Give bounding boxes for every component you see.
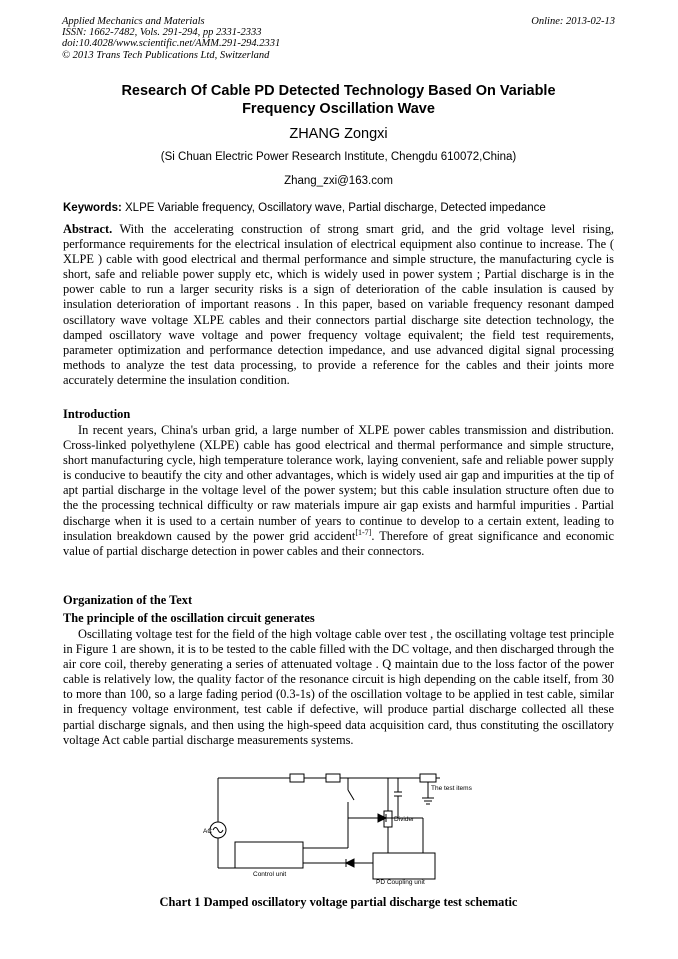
test-item-box	[420, 774, 436, 782]
figure-caption: Chart 1 Damped oscillatory voltage partial discharge test schematic	[159, 895, 518, 909]
copyright-line: © 2013 Trans Tech Publications Ltd, Switzerland	[62, 49, 270, 61]
control-unit-label: Control unit	[253, 871, 287, 878]
pd-coupling-box	[373, 853, 435, 879]
pd-coupling-label: PD Coupling unit	[376, 879, 425, 886]
citation: [1-7]	[355, 527, 372, 537]
divider-label: Divider	[394, 816, 415, 823]
author-name: ZHANG Zongxi	[289, 126, 388, 142]
circuit-schematic	[198, 768, 483, 890]
abstract-text: With the accelerating construction of strong smart grid, and the grid voltage level rising, performance requirements for the electrical insulation of electrical equipment also continue to increase. The ( XLPE ) cable with good electrical and thermal performance and simple structure, the manufacturing cycle is short, safe and reliable power supply etc, which is widely used in power system ; Partial discharge is in the power cable to run a larger security risks is a sign of deterioration of the cable insulation is caused by insulation deterioration of important reasons . In this paper, based on variable frequency resonant damped oscillatory wave voltage XLPE cables and their connectors partial discharge site detection technology, the damped oscillatory wave voltage and power frequency voltage equivalent; the field test requirements, parameter optimization and performance detection impedance, and use advanced digital signal processing methods to analyze the test data processing, to provide a reference for the cables and their joints more accurately determine the insulation condition.	[63, 222, 614, 387]
affiliation: (Si Chuan Electric Power Research Institute, Chengdu 610072,China)	[160, 151, 517, 163]
page-header	[62, 16, 615, 61]
doi-line: doi:10.4028/www.scientific.net/AMM.291-294.2331	[62, 38, 281, 50]
journal-name: Applied Mechanics and Materials	[62, 16, 205, 27]
test-items-label: The test items	[431, 785, 472, 792]
divider-resistor	[384, 811, 392, 827]
online-date: Online: 2013-02-13	[531, 16, 615, 27]
resistor-2	[326, 774, 340, 782]
principle-paragraph: Oscillating voltage test for the field of the high voltage cable over test , the oscillating voltage test principle in Figure 1 are shown, it is to be tested to the cable filled with the DC voltage, and then discharged through the air core coil, thereby generating a series of attenuated voltage . Q maintain due to the loss factor of the power cable is relatively low, the quality factor of the resonance circuit is high depending on the cable itself, from 30 to more than 100, so a large fading period (0.3-1s) of the oscillation voltage to be applied in test cable, similar in frequency voltage environment, test cable if defective, will produce partial discharge collected all these partial discharge signals, and then using the high-speed data acquisition card, thus constituting the oscillatory voltage Act cable partial discharge measurements systems.	[63, 627, 614, 747]
title-line-1: Research Of Cable PD Detected Technology Based On Variable	[121, 83, 556, 99]
introduction-paragraph	[63, 423, 614, 559]
abstract-label: Abstract.	[63, 222, 113, 236]
control-unit-box	[235, 842, 303, 868]
paper-title	[62, 82, 615, 118]
diode-1-icon	[378, 814, 386, 822]
keywords-text: XLPE Variable frequency, Oscillatory wave, Partial discharge, Detected impedance	[125, 202, 546, 214]
ac-label: AC	[203, 828, 213, 835]
abstract	[63, 222, 614, 388]
introduction-text-1: In recent years, China's urban grid, a large number of XLPE power cables transmission and distribution. Cross-linked polyethylene (XLPE) cable has good electrical and thermal performance and simple structure, short manufacturing cycle, high temperature tolerance work, laying convenient, safe and reliable power supply is conducive to beautify the city and other advantages, which is widely used air gap and impurities at the tip of apt partial discharge in the voltage level of the power system; but this cable insulation structure often due to the the processing technical difficulty or raw materials impure air gap exists and harmful impurities . Partial discharge when it is used to a certain number of years to continue to develop to a certain extent, leading to insulation breakdown caused by the power grid accident	[63, 423, 614, 543]
circuit-figure	[198, 768, 483, 895]
principle-heading: The principle of the oscillation circuit generates	[63, 611, 315, 625]
organization-heading: Organization of the Text	[63, 593, 193, 607]
author-email: Zhang_zxi@163.com	[284, 175, 393, 187]
switch-icon	[348, 790, 354, 800]
diode-2-icon	[346, 859, 354, 867]
introduction-heading: Introduction	[63, 407, 131, 421]
introduction-text-2: . Therefore of great significance and economic value of partial discharge detection in power cables and their connectors.	[63, 528, 615, 558]
keywords-line	[63, 202, 616, 214]
resistor-1	[290, 774, 304, 782]
title-line-2: Frequency Oscillation Wave	[242, 101, 435, 117]
issn-line: ISSN: 1662-7482, Vols. 291-294, pp 2331-2333	[62, 27, 262, 39]
keywords-label: Keywords:	[63, 202, 122, 214]
